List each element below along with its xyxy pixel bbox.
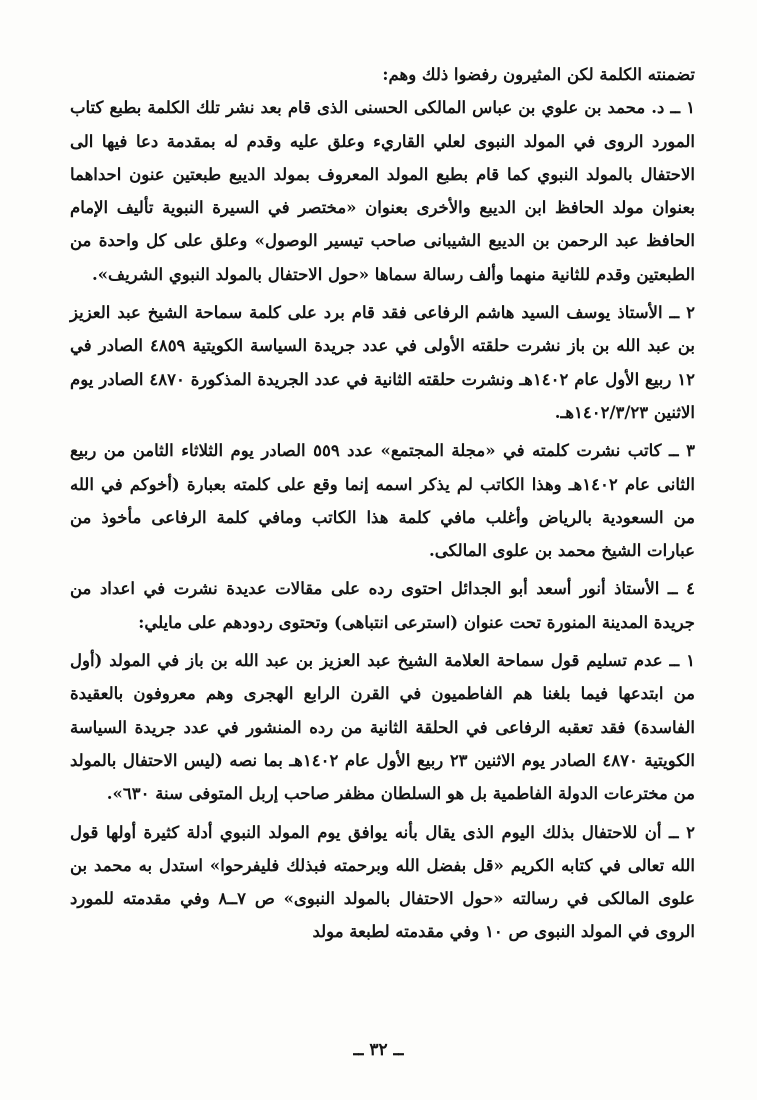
paragraph-item-1: ١ ــ د. محمد بن علوي بن عباس المالكى الحسنى الذى قام بعد نشر تلك الكلمة بطبع كتاب المورد الروى في المولد النبوى لعلي القاريء وعلق عليه وقدم له بمقدمة دعا فيها الى الاحتفال بالمولد النبوي كما قام بطبع المولد المعروف بمولد الديبع طبعتين عنون احداهما بعنوان مولد الحافظ ابن الديبع والأخرى بعنوان «مختصر في السيرة النبوية تأليف الإمام الحافظ عبد الرحمن بن الديبع الشيبانى صاحب تيسير الوصول» وعلق على كل واحدة من الطبعتين وقدم للثانية منهما وألف رسالة سماها «حول الاحتفال بالمولد النبوي الشريف». <box>70 98 695 284</box>
paragraph-subitem-1: ١ ــ عدم تسليم قول سماحة العلامة الشيخ عبد العزيز بن عبد الله بن باز في المولد (أول من ابتدعها فيما بلغنا هم الفاطميون في القرن الرابع الهجرى وهم معروفون بالعقيدة الفاسدة) فقد تعقبه الرفاعى في الحلقة الثانية من رده المنشور في عدد جريدة السياسة الكويتية ٤٨٧٠ الصادر يوم الاثنين ٢٣ ربيع الأول عام ١٤٠٢هـ بما نصه (ليس الاحتفال بالمولد من مخترعات الدولة الفاطمية بل هو السلطان مظفر صاحب إربل المتوفى سنة ٦٣٠». <box>70 651 696 804</box>
paragraph-item-3: ٣ ــ كاتب نشرت كلمته في «مجلة المجتمع» عدد ٥٥٩ الصادر يوم الثلاثاء الثامن من ربيع الثانى عام ١٤٠٢هـ وهذا الكاتب لم يذكر اسمه إنما وقع على كلمته بعبارة (أخوكم في الله من السعودية بالرياض وأغلب مافي كلمة هذا الكاتب ومافي كلمة الرفاعى مأخوذ من عبارات الشيخ محمد بن علوى المالكى. <box>70 441 695 561</box>
page-number: ــ ٣٢ ــ <box>353 1040 404 1060</box>
paragraph-subitem-2: ٢ ــ أن للاحتفال بذلك اليوم الذى يقال بأنه يوافق يوم المولد النبوي أدلة كثيرة أولها قول الله تعالى في كتابه الكريم «قل بفضل الله وبرحمته فبذلك فليفرحوا» استدل به محمد بن علوى المالكى في رسالته «حول الاحتفال بالمولد النبوى» ص ٧ــ٨ وفي مقدمته للمورد الروى في المولد النبوى ص ١٠ وفي مقدمته لطبعة مولد <box>70 822 695 942</box>
paragraph-item-2: ٢ ــ الأستاذ يوسف السيد هاشم الرفاعى فقد قام برد على كلمة سماحة الشيخ عبد العزيز بن عبد الله بن باز نشرت حلقته الأولى في عدد جريدة السياسة الكويتية ٤٨٥٩ الصادر في ١٢ ربيع الأول عام ١٤٠٢هـ ونشرت حلقته الثانية في عدد الجريدة المذكورة ٤٨٧٠ الصادر يوم الاثنين ١٤٠٢/٣/٢٣هـ. <box>70 303 695 422</box>
paragraph-item-4: ٤ ــ الأستاذ أنور أسعد أبو الجدائل احتوى رده على مقالات عديدة نشرت في اعداد من جريدة المدينة المنورة تحت عنوان (استرعى انتباهى) وتحتوى ردودهم على مايلي: <box>70 579 695 632</box>
intro-line: تضمنته الكلمة لكن المثيرون رفضوا ذلك وهم: <box>382 65 695 84</box>
body-text <box>70 58 695 954</box>
